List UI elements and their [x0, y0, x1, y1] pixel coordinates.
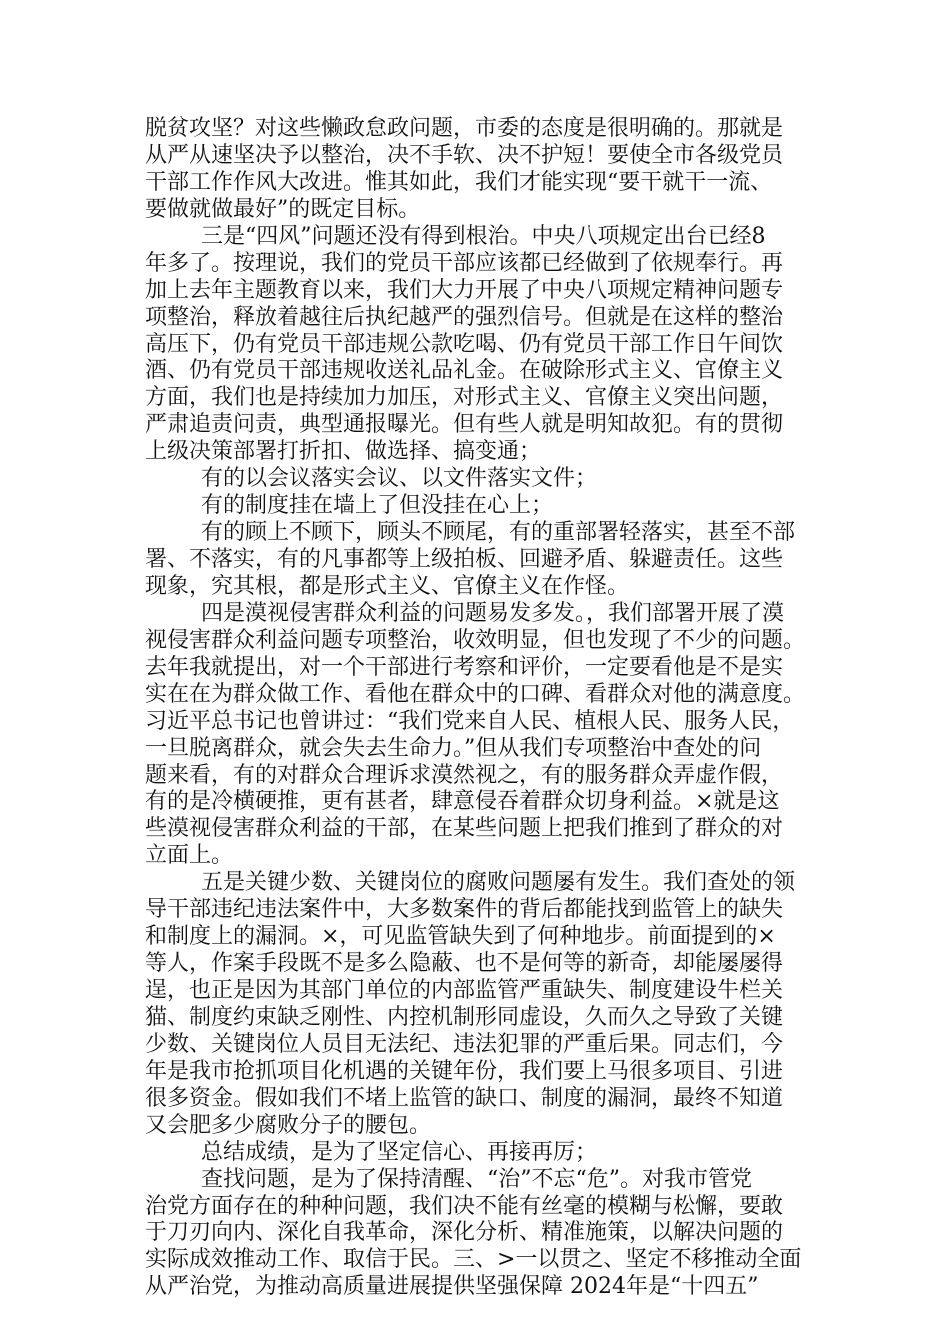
text-line: 逞，也正是因为其部门单位的内部监管严重缺失、制度建设牛栏关 — [145, 978, 784, 1003]
text-line: 四是漠视侵害群众利益的问题易发多发。，我们部署开展了漠 — [201, 600, 785, 626]
text-line: 现象，究其根，都是形式主义、官僚主义在作怪。 — [145, 573, 630, 599]
text-line: 署、不落实，有的凡事都等上级拍板、回避矛盾、躲避责任。这些 — [145, 547, 784, 572]
text-line: 五是关键少数、关键岗位的腐败问题屡有发生。我们查处的领 — [201, 870, 796, 896]
text-line: 年是我市抢抓项目化机遇的关键年份，我们要上马很多项目、引进 — [145, 1058, 784, 1084]
text-line: 三是“四风”问题还没有得到根治。中央八项规定出台已经8 — [201, 223, 766, 249]
text-line: 实际成效推动工作、取信于民。三、>一以贯之、坚定不移推动全面 — [145, 1247, 802, 1273]
text-line: 有的顾上不顾下，顾头不顾尾，有的重部署轻落实，甚至不部 — [201, 520, 796, 546]
text-line: 年多了。按理说，我们的党员干部应该都已经做到了依规奉行。再 — [145, 250, 784, 276]
text-line: 有的是冷横硬推，更有甚者，肆意侵吞着群众切身利益。×就是这 — [145, 789, 780, 815]
text-line: 方面，我们也是持续加力加压，对形式主义、官僚主义突出问题， — [145, 385, 784, 411]
text-line: 一旦脱离群众，就会失去生命力。”但从我们专项整治中查处的问 — [145, 735, 762, 761]
text-line: 有的制度挂在墙上了但没挂在心上； — [201, 493, 554, 519]
text-line: 要做就做最好”的既定目标。 — [145, 196, 421, 222]
text-line: 于刀刃向内、深化自我革命，深化分析、精准施策，以解决问题的 — [145, 1220, 784, 1246]
text-line: 题来看，有的对群众合理诉求漠然视之，有的服务群众弄虚作假， — [145, 762, 784, 788]
text-line: 脱贫攻坚？对这些懒政怠政问题，市委的态度是很明确的。那就是 — [145, 116, 784, 141]
text-line: 严肃追责问责，典型通报曝光。但有些人就是明知故犯。有的贯彻 — [145, 412, 784, 438]
text-line: 总结成绩，是为了坚定信心、再接再厉； — [201, 1139, 598, 1165]
text-line: 从严从速坚决予以整治，决不手软、决不护短！要使全市各级党员 — [145, 142, 784, 168]
text-line: 高压下，仍有党员干部违规公款吃喝、仍有党员干部工作日午间饮 — [145, 331, 784, 357]
text-line: 查找问题，是为了保持清醒、“治”不忘“危”。对我市管党 — [201, 1166, 752, 1192]
text-line: 上级决策部署打折扣、做选择、搞变通； — [145, 439, 542, 465]
document-body — [145, 116, 815, 1301]
text-line: 从严治党，为推动高质量进展提供坚强保障 2024年是“十四五” — [145, 1274, 759, 1300]
text-line: 少数、关键岗位人员目无法纪、违法犯罪的严重后果。同志们，今 — [145, 1031, 784, 1057]
text-line: 治党方面存在的种种问题，我们决不能有丝毫的模糊与松懈，要敢 — [145, 1193, 784, 1219]
text-line: 视侵害群众利益问题专项整治，收效明显，但也发现了不少的问题。 — [145, 627, 806, 653]
text-line: 加上去年主题教育以来，我们大力开展了中央八项规定精神问题专 — [145, 277, 784, 303]
text-line: 些漠视侵害群众利益的干部，在某些问题上把我们推到了群众的对 — [145, 816, 784, 842]
text-line: 很多资金。假如我们不堵上监管的缺口、制度的漏洞，最终不知道 — [145, 1085, 784, 1111]
text-line: 等人，作案手段既不是多么隐蔽、也不是何等的新奇，却能屡屡得 — [145, 951, 784, 977]
text-line: 导干部违纪违法案件中，大多数案件的背后都能找到监管上的缺失 — [145, 897, 784, 923]
text-line: 实在在为群众做工作、看他在群众中的口碑、看群众对他的满意度。 — [145, 681, 806, 707]
text-line: 干部工作作风大改进。惟其如此，我们才能实现“要干就干一流、 — [145, 169, 773, 195]
text-line: 酒、仍有党员干部违规收送礼品礼金。在破除形式主义、官僚主义 — [145, 358, 784, 384]
text-line: 猫、制度约束缺乏刚性、内控机制形同虚设，久而久之导致了关键 — [145, 1004, 784, 1030]
text-line: 又会肥多少腐败分子的腰包。 — [145, 1112, 432, 1138]
text-line: 项整治，释放着越往后执纪越严的强烈信号。但就是在这样的整治 — [145, 304, 784, 330]
text-line: 立面上。 — [145, 843, 234, 869]
text-line: 去年我就提出，对一个干部进行考察和评价，一定要看他是不是实 — [145, 654, 784, 680]
text-line: 有的以会议落实会议、以文件落实文件； — [201, 466, 598, 492]
text-line: 和制度上的漏洞。×，可见监管缺失到了何种地步。前面提到的× — [145, 924, 776, 950]
text-line: 习近平总书记也曾讲过：“我们党来自人民、植根人民、服务人民， — [145, 708, 795, 734]
